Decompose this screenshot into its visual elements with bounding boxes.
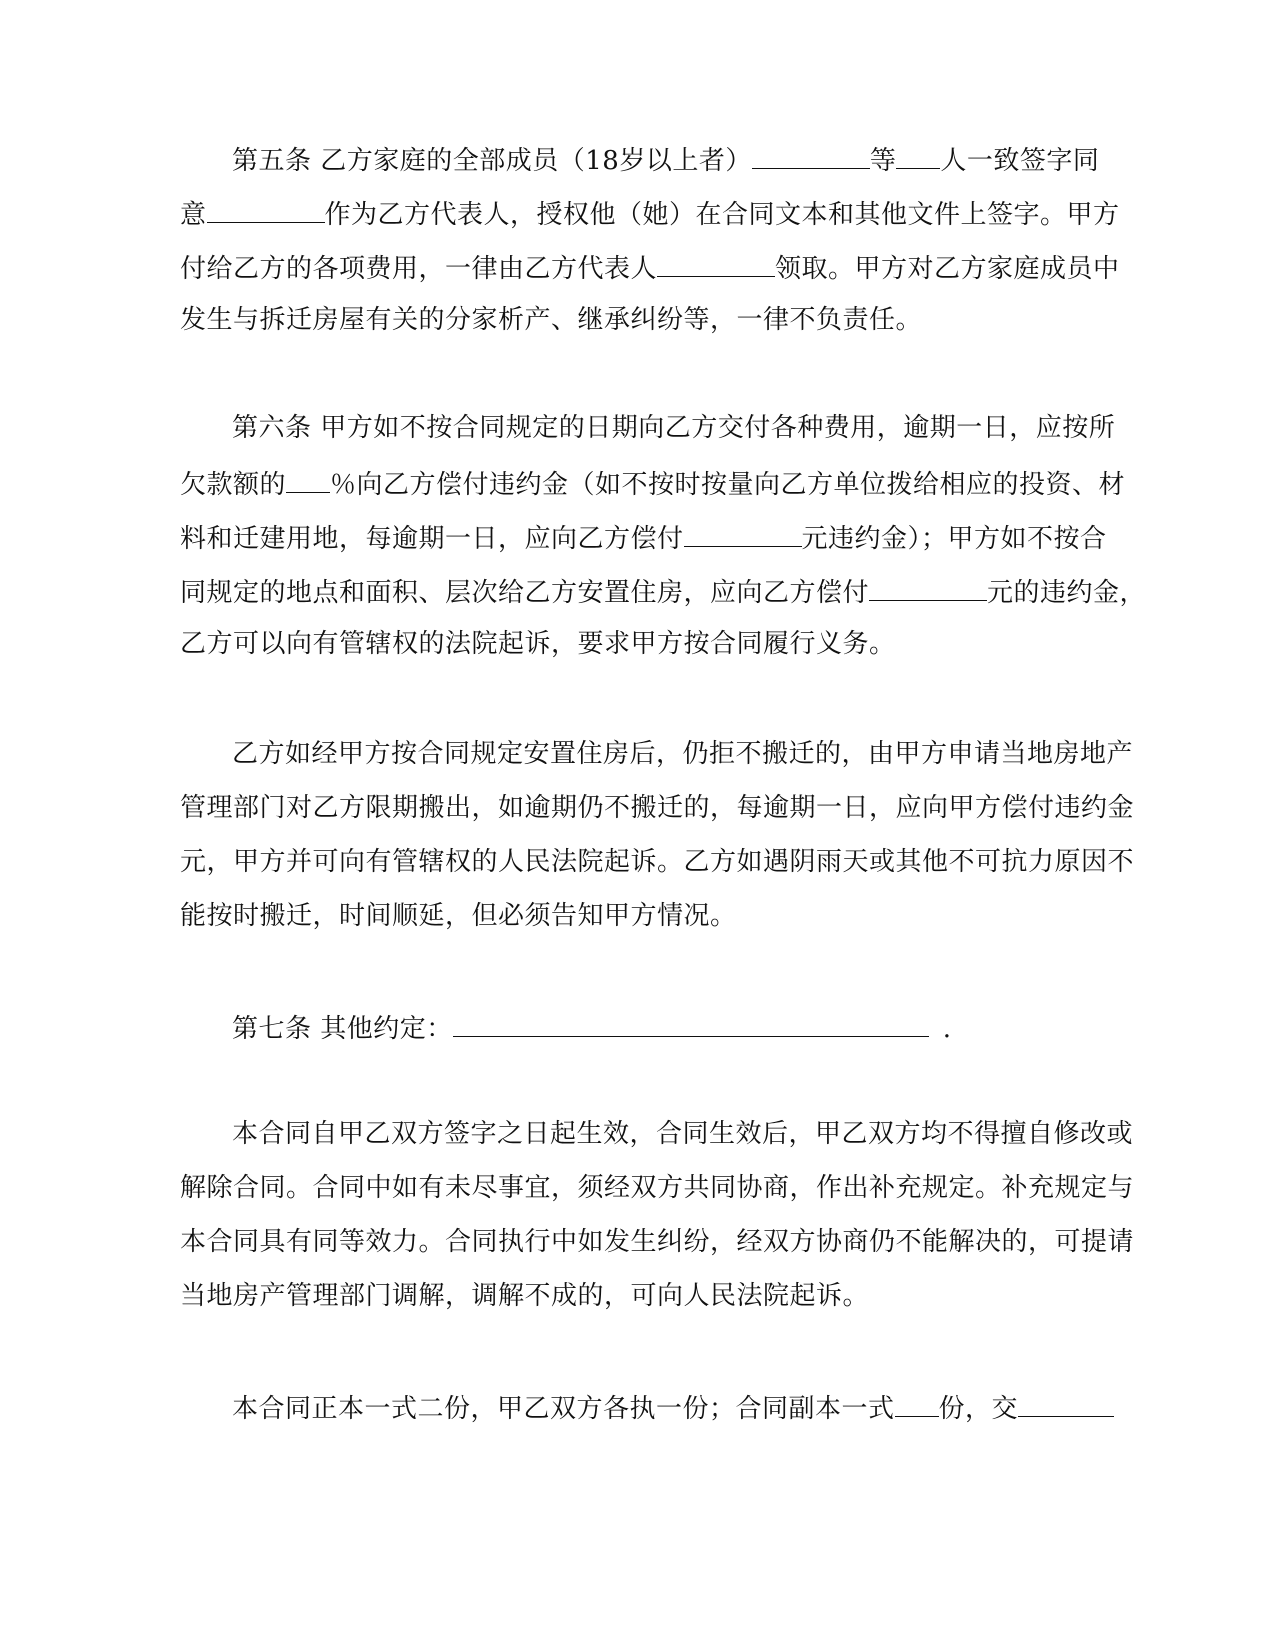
- effect-line3: 本合同具有同等效力。合同执行中如发生纠纷，经双方协商仍不能解决的，可提请: [180, 1227, 1135, 1257]
- relocation-line2: 管理部门对乙方限期搬出，如逾期仍不搬迁的，每逾期一日，应向甲方偿付违约金: [180, 793, 1135, 823]
- article6-text: 同规定的地点和面积、层次给乙方安置住房，应向乙方偿付: [180, 578, 870, 608]
- effect-line2: 解除合同。合同中如有未尽事宜，须经双方共同协商，作出补充规定。补充规定与: [180, 1173, 1135, 1203]
- article5-text: 等: [869, 146, 897, 176]
- copies-recipient-blank: [1018, 1390, 1114, 1417]
- article5-text: 付给乙方的各项费用，一律由乙方代表人: [180, 254, 658, 284]
- representative-blank: [207, 196, 325, 223]
- article7-label: 第七条 其他约定：: [232, 1014, 453, 1044]
- article6-line4: [180, 574, 1146, 609]
- relocation-line4: 能按时搬迁，时间顺延，但必须告知甲方情况。: [180, 901, 737, 931]
- article5-text: 意: [180, 200, 207, 230]
- article7-period: .: [942, 1014, 952, 1044]
- article5-text: 作为乙方代表人，授权他（她）在合同文本和其他文件上签字。甲方: [324, 200, 1120, 230]
- article5-text: 人一致签字同: [940, 146, 1100, 176]
- daily-penalty-blank: [684, 520, 802, 547]
- effect-line1: 本合同自甲乙双方签字之日起生效，合同生效后，甲乙双方均不得擅自修改或: [232, 1119, 1134, 1149]
- copies-line1: [232, 1390, 1114, 1425]
- article5-line2: [180, 196, 1120, 231]
- article7-line: [232, 1010, 952, 1045]
- article6-text: 欠款额的: [180, 470, 287, 500]
- article6-text: 元违约金）；甲方如不按合: [801, 524, 1107, 554]
- copies-count-blank: [895, 1390, 939, 1417]
- members-blank: [752, 142, 870, 169]
- copies-text: 份，交: [938, 1394, 1019, 1424]
- article6-line5: 乙方可以向有管辖权的法院起诉，要求甲方按合同履行义务。: [180, 629, 896, 659]
- other-terms-blank: [453, 1010, 929, 1037]
- article5-line1: [232, 142, 1099, 177]
- article5-line4: 发生与拆迁房屋有关的分家析产、继承纠纷等，一律不负责任。: [180, 305, 923, 335]
- article6-line2: [180, 466, 1125, 501]
- copies-text: 本合同正本一式二份，甲乙双方各执一份；合同副本一式: [232, 1394, 895, 1424]
- relocation-line3: 元，甲方并可向有管辖权的人民法院起诉。乙方如遇阴雨天或其他不可抗力原因不: [180, 847, 1135, 877]
- effect-line4: 当地房产管理部门调解，调解不成的，可向人民法院起诉。: [180, 1281, 870, 1311]
- count-blank: [896, 142, 940, 169]
- article6-line3: [180, 520, 1107, 555]
- payee-blank: [657, 250, 775, 277]
- percent-blank: [286, 466, 330, 493]
- article5-line3: [180, 250, 1120, 285]
- article6-text: ％向乙方偿付违约金（如不按时按量向乙方单位拨给相应的投资、材: [330, 470, 1126, 500]
- article6-text: 料和迁建用地，每逾期一日，应向乙方偿付: [180, 524, 684, 554]
- article6-line1: 第六条 甲方如不按合同规定的日期向乙方交付各种费用，逾期一日，应按所: [232, 413, 1116, 443]
- article5-text: 第五条 乙方家庭的全部成员（18岁以上者）: [232, 146, 752, 176]
- relocation-line1: 乙方如经甲方按合同规定安置住房后，仍拒不搬迁的，由甲方申请当地房地产: [232, 739, 1134, 769]
- housing-penalty-blank: [869, 574, 987, 601]
- article6-text: 元的违约金，: [987, 578, 1147, 608]
- article5-text: 领取。甲方对乙方家庭成员中: [775, 254, 1120, 284]
